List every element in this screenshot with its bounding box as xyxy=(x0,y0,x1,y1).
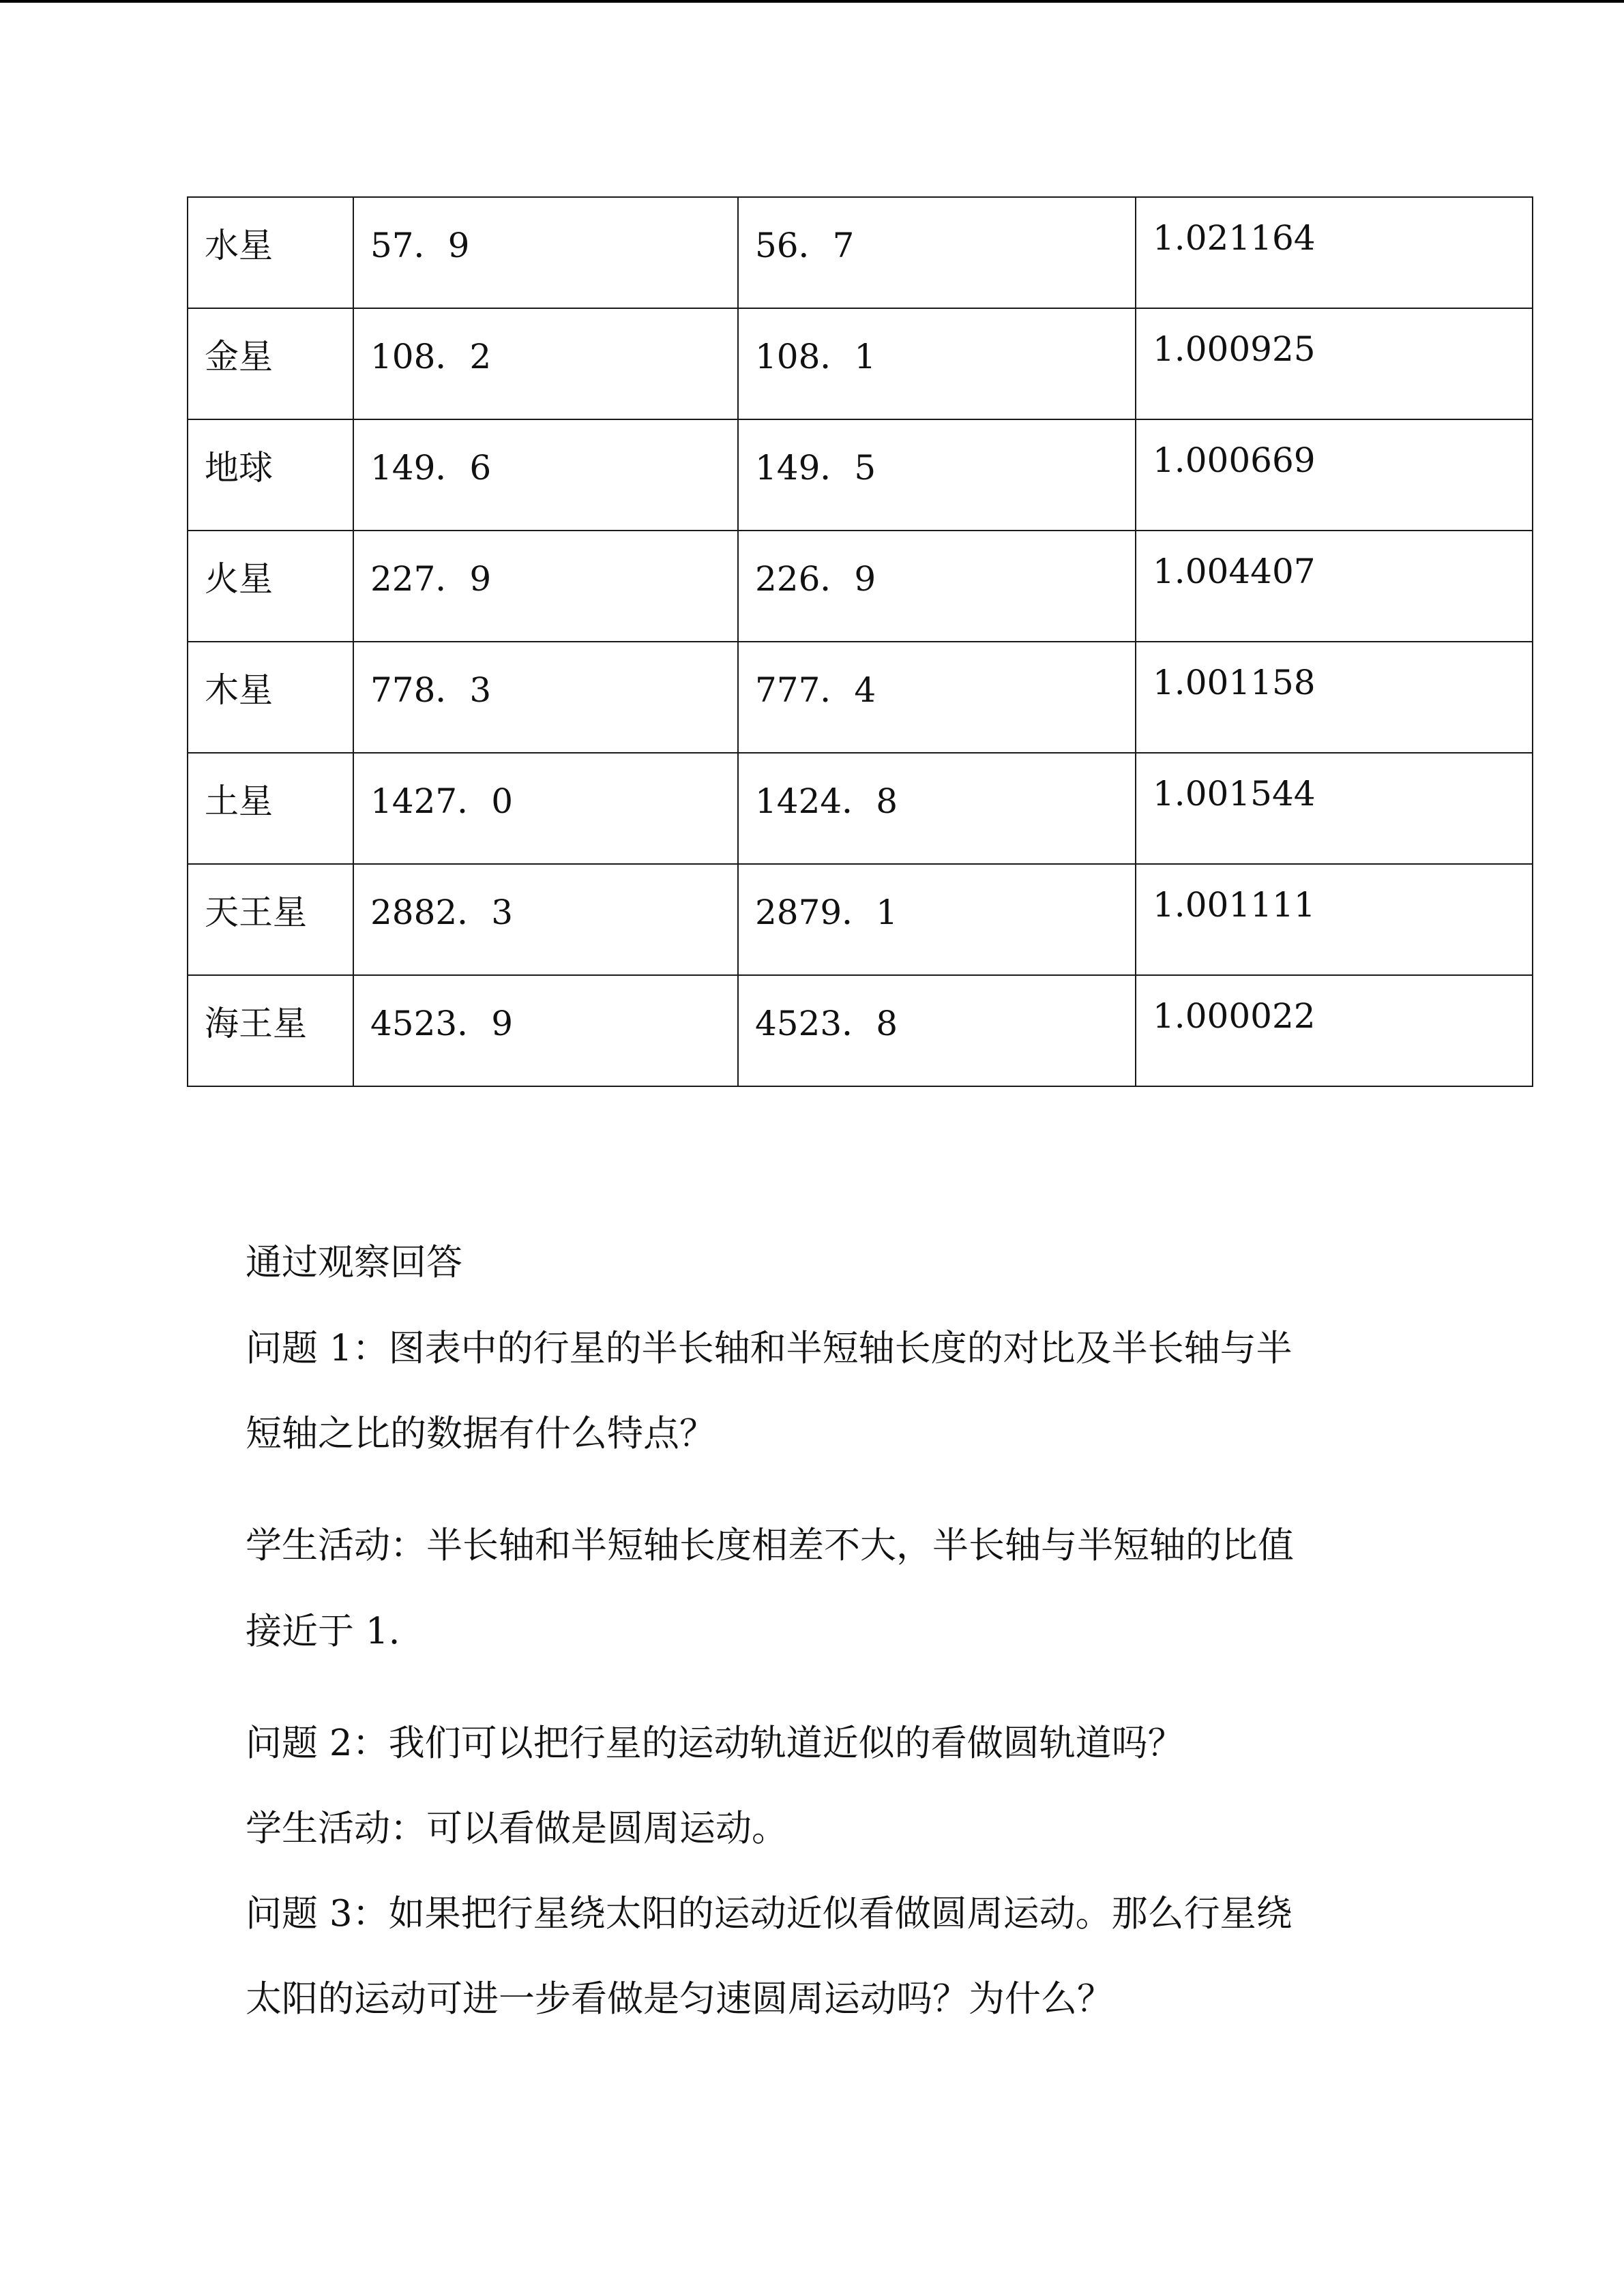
semi-major-axis-cell: 57．9 xyxy=(353,197,738,308)
semi-minor-axis-cell: 4523．8 xyxy=(738,975,1136,1086)
semi-major-axis-cell: 4523．9 xyxy=(353,975,738,1086)
axis-ratio-cell: 1.000669 xyxy=(1136,419,1533,531)
planet-name-cell: 木星 xyxy=(188,642,353,753)
question-3-line-1: 问题 3：如果把行星绕太阳的运动近似看做圆周运动。那么行星绕 xyxy=(246,1893,1293,1935)
answer-1-line-2: 接近于 1. xyxy=(246,1611,400,1652)
semi-minor-axis-cell: 56．7 xyxy=(738,197,1136,308)
intro-line: 通过观察回答 xyxy=(246,1242,462,1283)
table-row xyxy=(188,308,1533,419)
axis-ratio-cell: 1.000925 xyxy=(1136,308,1533,419)
planet-name-cell: 金星 xyxy=(188,308,353,419)
axis-ratio-cell: 1.001544 xyxy=(1136,753,1533,864)
semi-minor-axis-cell: 108．1 xyxy=(738,308,1136,419)
semi-minor-axis-cell: 226．9 xyxy=(738,531,1136,642)
semi-major-axis-cell: 1427．0 xyxy=(353,753,738,864)
planet-name-cell: 天王星 xyxy=(188,864,353,975)
semi-minor-axis-cell: 1424．8 xyxy=(738,753,1136,864)
table-row xyxy=(188,419,1533,531)
semi-major-axis-cell: 227．9 xyxy=(353,531,738,642)
semi-major-axis-cell: 2882．3 xyxy=(353,864,738,975)
table-row xyxy=(188,975,1533,1086)
axis-ratio-cell: 1.004407 xyxy=(1136,531,1533,642)
planet-axis-table xyxy=(187,196,1533,1087)
table-row xyxy=(188,753,1533,864)
semi-minor-axis-cell: 149．5 xyxy=(738,419,1136,531)
semi-minor-axis-cell: 777．4 xyxy=(738,642,1136,753)
question-1-line-2: 短轴之比的数据有什么特点？ xyxy=(246,1413,715,1455)
axis-ratio-cell: 1.021164 xyxy=(1136,197,1533,308)
semi-major-axis-cell: 149．6 xyxy=(353,419,738,531)
axis-ratio-cell: 1.001111 xyxy=(1136,864,1533,975)
planet-name-cell: 火星 xyxy=(188,531,353,642)
question-3-line-2: 太阳的运动可进一步看做是匀速圆周运动吗？为什么？ xyxy=(246,1978,1113,2020)
semi-major-axis-cell: 108．2 xyxy=(353,308,738,419)
planet-name-cell: 地球 xyxy=(188,419,353,531)
page-top-border xyxy=(0,0,1624,3)
table-row xyxy=(188,864,1533,975)
question-2: 问题 2：我们可以把行星的运动轨道近似的看做圆轨道吗？ xyxy=(246,1723,1184,1764)
axis-ratio-cell: 1.001158 xyxy=(1136,642,1533,753)
table-row xyxy=(188,531,1533,642)
question-1-line-1: 问题 1：图表中的行星的半长轴和半短轴长度的对比及半长轴与半 xyxy=(246,1328,1293,1369)
axis-ratio-cell: 1.000022 xyxy=(1136,975,1533,1086)
answer-1-line-1: 学生活动：半长轴和半短轴长度相差不大，半长轴与半短轴的比值 xyxy=(246,1525,1294,1566)
answer-2: 学生活动：可以看做是圆周运动。 xyxy=(246,1808,788,1849)
semi-minor-axis-cell: 2879．1 xyxy=(738,864,1136,975)
table-row xyxy=(188,642,1533,753)
planet-name-cell: 海王星 xyxy=(188,975,353,1086)
planet-name-cell: 水星 xyxy=(188,197,353,308)
planet-name-cell: 土星 xyxy=(188,753,353,864)
semi-major-axis-cell: 778．3 xyxy=(353,642,738,753)
table-row xyxy=(188,197,1533,308)
